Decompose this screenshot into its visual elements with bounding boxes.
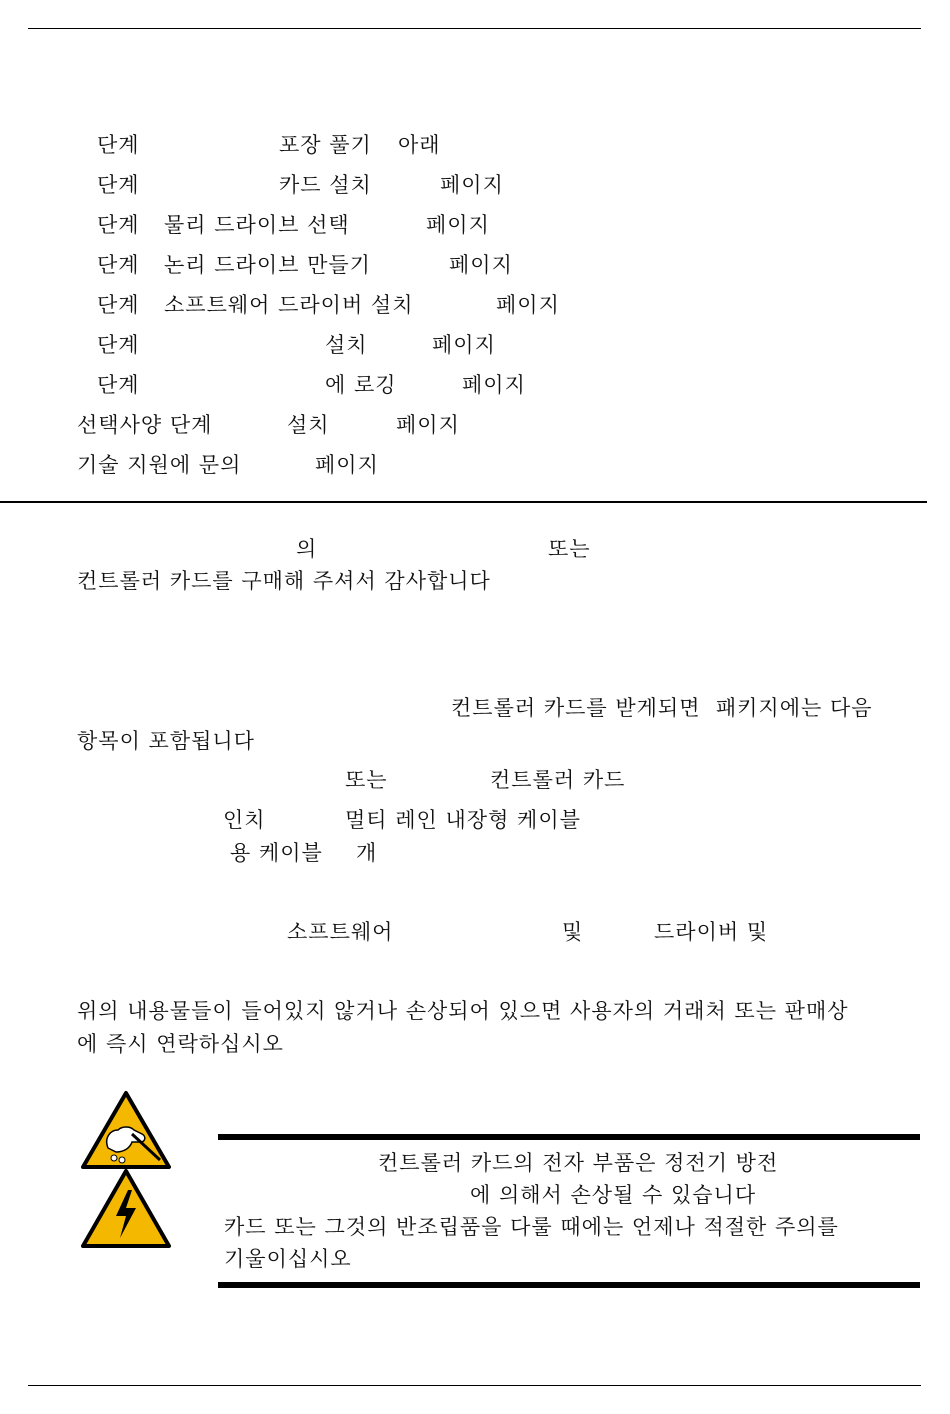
warning-text: 카드 또는 그것의 반조립품을 다룰 때에는 언제나 적절한 주의를 [224,1215,839,1239]
high-voltage-warning-icon [80,1168,172,1250]
toc-step-title: 에 로깅 [325,373,397,397]
toc-step-page: 아래 [398,133,441,157]
package-item: 개 [356,841,378,865]
package-item: 또는 [345,768,388,792]
package-item: 소프트웨어 [287,920,394,944]
toc-step-label: 단계 [97,173,140,197]
package-item: 컨트롤러 카드 [490,768,626,792]
toc-step-title: 설치 [325,333,368,357]
contact-text: 위의 내용물들이 들어있지 않거나 손상되어 있으면 사용자의 거래처 또는 판매상 [77,999,849,1023]
bottom-rule [28,1385,921,1386]
toc-step-label: 단계 [97,293,140,317]
package-text: 컨트롤러 카드를 받게되면 패키지에는 다음 [451,696,873,720]
package-item: 멀티 레인 내장형 케이블 [345,808,581,832]
warning-text: 기울이십시오 [224,1247,352,1271]
toc-step-label: 기술 지원에 문의 [77,453,242,477]
contact-text: 에 즉시 연락하십시오 [77,1032,284,1056]
warning-top-rule [218,1134,920,1140]
toc-step-page: 페이지 [462,373,526,397]
package-item: 인치 [223,808,266,832]
toc-step-title: 설치 [287,413,330,437]
toc-step-page: 페이지 [440,173,504,197]
toc-bottom-rule [0,501,927,503]
package-text: 항목이 포함됩니다 [77,729,255,753]
warning-bottom-rule [218,1282,920,1288]
toc-step-label: 선택사양 단계 [77,413,213,437]
toc-step-page: 페이지 [432,333,496,357]
toc-step-page: 페이지 [426,213,490,237]
toc-step-title: 포장 풀기 [279,133,372,157]
warning-text: 컨트롤러 카드의 전자 부품은 정전기 방전 [378,1151,779,1175]
toc-step-label: 단계 [97,133,140,157]
intro-text: 의 [296,537,318,561]
package-item: 용 케이블 [230,841,323,865]
intro-text: 또는 [548,537,591,561]
intro-text: 컨트롤러 카드를 구매해 주셔서 감사합니다 [77,569,491,593]
toc-step-page: 페이지 [396,413,460,437]
toc-step-label: 단계 [97,253,140,277]
toc-step-page: 페이지 [449,253,513,277]
top-rule [28,28,921,29]
package-item: 드라이버 및 [654,920,769,944]
toc-step-title: 물리 드라이브 선택 [164,213,350,237]
toc-step-title: 소프트웨어 드라이버 설치 [164,293,414,317]
toc-step-page: 페이지 [496,293,560,317]
toc-step-label: 단계 [97,213,140,237]
warning-text: 에 의해서 손상될 수 있습니다 [470,1183,757,1207]
toc-step-label: 단계 [97,373,140,397]
esd-hand-warning-icon [80,1090,172,1170]
toc-step-page: 페이지 [315,453,379,477]
toc-step-label: 단계 [97,333,140,357]
toc-step-title: 논리 드라이브 만들기 [164,253,371,277]
toc-step-title: 카드 설치 [279,173,372,197]
package-item: 및 [562,920,584,944]
